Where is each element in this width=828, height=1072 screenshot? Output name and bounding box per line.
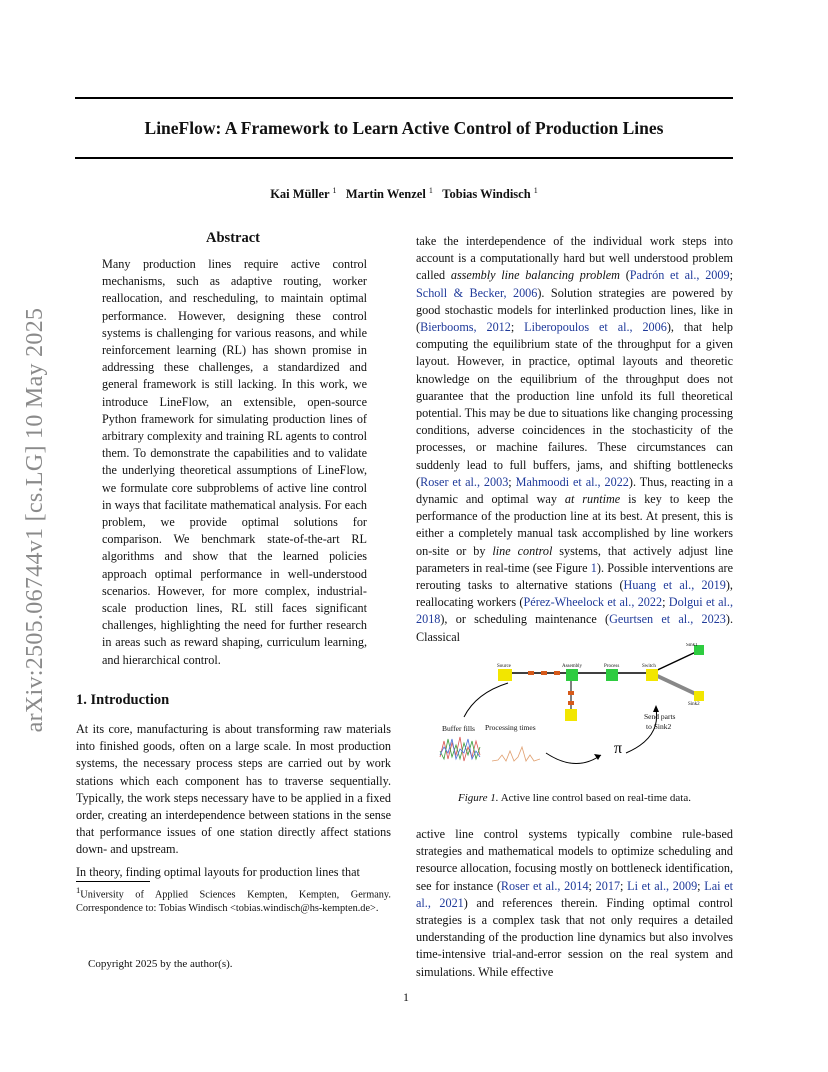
page-number: 1 [403,990,409,1004]
citation-link[interactable]: 1 [590,560,597,575]
station-source [498,669,512,681]
footnote-mark: 1 [76,885,81,895]
citation-link[interactable]: Li et al., 2009 [627,878,698,893]
buffer-2 [541,671,547,675]
section-heading-introduction: 1. Introduction [76,692,170,708]
abstract-heading: Abstract [206,230,260,246]
buffer-5 [568,701,574,705]
text-run: ) and references therein. Finding optimal control strategies is a complex task that not only requires a detailed understanding of the production line dynamics but also involves time-intensive trial-and-error session on the real system and simulations. While effective [416,895,734,979]
citation-link[interactable]: Bierbooms, 2012 [420,320,511,335]
figure-1-caption [416,792,733,804]
citation-link[interactable]: Dolgui et al., 2018 [416,595,733,627]
text-run: ), or scheduling maintenance ( [440,612,610,627]
arrow-to-policy [546,753,601,764]
branch-to-sink1 [651,651,698,673]
text-run: systems, that actively adjust line parameters in real-time (see Figure [416,543,733,575]
text-run: ( [619,268,630,283]
text-run: is key to keep the performance of the production line at its best. At present, this is either a completely manual task accomplished by line workers on-site or by [416,492,733,558]
footnote [76,883,391,916]
text-run: ), that help computing the equilibrium state of the throughput for a given layout. However, in practice, optimal layouts and theoretic knowledge on the equilibrium of the throughput does not guarantee that the production line unfold its full theoretical potential. This may be due to situations like changing processing conditions, adverse coincidences in the stochasticity of the processes, or machine failures. These circumstances can suddenly lead to full buffers, jams, and shifting bottlenecks ( [416,320,733,489]
station-process [606,669,618,681]
citation-link[interactable]: Scholl & Becker, 2006 [416,285,538,300]
citation-link[interactable]: Padrón et al., 2009 [629,268,730,283]
citation-link[interactable]: Geurtsen et al., 2023 [609,612,726,627]
citation-link[interactable]: Huang et al., 2019 [623,578,726,593]
text-run: ; [588,878,596,893]
station-assembly [566,669,578,681]
branch-to-sink2 [651,673,698,695]
author-affiliation-mark: 1 [533,186,538,195]
introduction-body [76,721,391,886]
citation-link[interactable]: Roser et al., 2003 [420,474,509,489]
station-source-2 [565,709,577,721]
citation-link[interactable]: Lai et al., 2021 [416,878,734,910]
label-buffer-fills: Buffer fills [442,724,475,733]
footnote-text: University of Applied Sciences Kempten, Kempten, Germany. Correspondence to: Tobias Windisch <tobias.windisch@hs-kempten.de>. [76,889,391,915]
citation-link[interactable]: Pérez-Wheelock et al., 2022 [523,595,663,610]
caption-label: Figure 1. [458,792,499,804]
policy-symbol: π [614,740,623,757]
arrowhead-switch [653,705,659,712]
buffer-1 [528,671,534,675]
label-switch: Switch [642,664,656,669]
text-run: ). Possible interventions are rerouting tasks to alternative stations ( [416,560,733,593]
text-run: ), reallocating workers ( [416,578,733,610]
copyright-notice: Copyright 2025 by the author(s). [88,958,233,970]
caption-text: Active line control based on real-time data. [500,792,691,804]
intro-paragraph-2: In theory, finding optimal layouts for production lines that [76,864,360,879]
author-name: Tobias Windisch $^1$ [442,186,538,202]
text-run: ). Classical [416,612,733,644]
arrow-to-buffer-fills [464,683,508,717]
abstract-body [102,256,367,669]
text-run: ). Solution strategies are powered by good stochastic models for interlinked production lines, like in ( [416,285,733,335]
text-run: ; [697,878,705,893]
author-list [75,186,733,202]
station-switch [646,669,658,681]
author-affiliation-mark: 1 [332,186,337,195]
arxiv-side-stamp: arXiv:2505.06744v1 [cs.LG] 10 May 2025 [22,307,48,733]
citation-link[interactable]: Liberopoulos et al., 2006 [524,320,667,335]
text-run: ; [662,595,669,610]
label-sink1: Sink1 [686,643,698,648]
right-paragraph-1 [416,233,733,646]
citation-link[interactable]: Roser et al., 2014 [500,878,589,893]
author-name: Kai Müller $^1$ [270,186,337,202]
buffer-3 [554,671,560,675]
emphasized-term: assembly line balancing problem [450,268,620,283]
citation-link[interactable]: Mahmoodi et al., 2022 [515,474,629,489]
text-run: ; [620,878,628,893]
processing-series [492,747,540,761]
text-run: ; [508,474,516,489]
author-name: Martin Wenzel $^1$ [345,186,433,202]
text-run: active line control systems typically combine rule-based strategies and mathematical models to optimize scheduling and resource allocation, focusing mostly on bottleneck identification, see for instance ( [416,827,733,893]
citation-link[interactable]: 2017 [595,878,621,893]
text-run: ; [729,268,733,283]
footnote-rule [76,881,150,882]
label-assembly: Assembly [562,664,582,669]
label-to-sink2: to Sink2 [646,722,672,731]
text-run: ; [510,320,525,335]
label-send-parts: Send parts [644,712,676,721]
right-column-text-bottom [416,826,733,981]
emphasized-term: line control [492,543,553,558]
paper-title: LineFlow: A Framework to Learn Active Control of Production Lines [144,118,664,138]
text-run: ). Thus, reacting in a dynamic and optimal way [416,474,734,507]
figure-1-diagram [436,643,706,775]
intro-paragraph-1: At its core, manufacturing is about transforming raw materials into finished goods, often on a large scale. In most production systems, the necessary process steps are carried out by work stations which each component has to traverse sequentially. Typically, the work steps necessary have to be applied in a fixed order, creating an interdependence between stations in the sense that performance issues of one station directly affect stations down- and upstream. [76,722,391,857]
label-process: Process [604,664,620,669]
label-source: Source [497,664,511,669]
author-affiliation-mark: 1 [428,186,433,195]
title-rule-top [75,97,733,99]
emphasized-term: at runtime [564,492,621,507]
label-sink2: Sink2 [688,702,700,707]
right-paragraph-2 [416,826,733,981]
abstract-text: Many production lines require active control mechanisms, such as adaptive routing, worker reallocation, and rescheduling, to maintain optimal performance. However, designing these control systems is challenging for various reasons, and while reinforcement learning (RL) has shown promise in addressing these challenges, a standardized and general framework is still lacking. In this work, we introduce LineFlow, an extensible, open-source Python framework for simulating production lines of arbitrary complexity and training RL agents to control them. To demonstrate the capabilities and to validate the underlying theoretical assumptions of LineFlow, we formulate core subproblems of active line control in ways that facilitate mathematical analysis. For each problem, we provide optimal solutions for comparison. We benchmark state-of-the-art RL algorithms and show that the learned policies approach optimal performance in well-understood scenarios. However, for more complex, industrial-scale production lines, RL still faces significant challenges, highlighting the need for further research in areas such as reward shaping, curriculum learning, and hierarchical control. [102,257,367,667]
text-run: take the interdependence of the individual work steps into account is a computationally hard but well understood problem called [416,234,733,283]
buffer-4 [568,691,574,695]
right-column-text-top [416,233,733,646]
label-processing-times: Processing times [485,723,536,732]
title-rule-bottom [75,157,733,159]
station-sink2 [694,691,704,701]
